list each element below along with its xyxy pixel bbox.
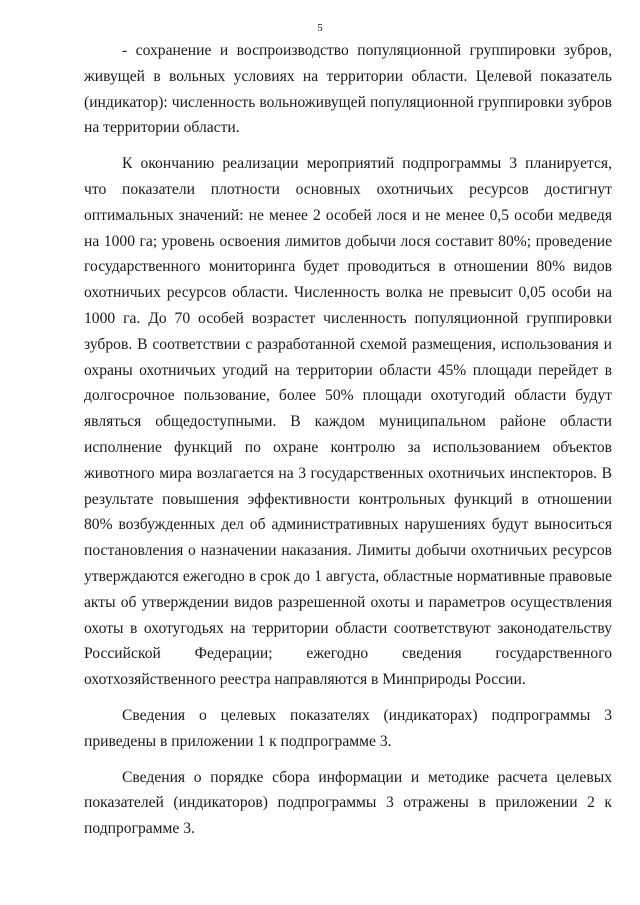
paragraph-methodology-reference: Сведения о порядке сбора информации и методике расчета целевых показателей (индикаторов) подпрограммы 3 отражены в приложении 2 к подпрограмме 3. <box>84 768 612 838</box>
paragraph-expected-results: К окончанию реализации мероприятий подпрограммы 3 планируется, что показатели плотности основных охотничьих ресурсов достигнут оптимальных значений: не менее 2 особей лося и не менее 0,5 особи медведя на 1000 га; уровень освоения лимитов добычи лося составит 80%; проведение государственного мониторинга будет проводиться в отношении 80% видов охотничьих ресурсов области. Численность волка не превысит 0,05 особи на 1000 га. До 70 особей возрастет численность популяционной группировки зубров. В соответствии с разработанной схемой размещения, использования и охраны охотничьих угодий на территории области 45% площади перейдет в долгосрочное пользование, более 50% площади охотугодий области будут являться общедоступными. В каждом муниципальном районе области исполнение функций по охране контролю за использованием объектов животного мира возлагается на 3 государственных охотничьих инспекторов. В результате повышения эффективности контрольных функций в отношении 80% возбужденных дел об административных нарушениях будут выноситься постановления о назначении наказания. Лимиты добычи охотничьих ресурсов утверждаются ежегодно в срок до 1 августа, областные нормативные правовые акты об утверждении видов разрешенной охоты и параметров осуществления охоты в охотугодьях на территории области соответствуют законодательству Российской Федерации; ежегодно сведения государственного охотхозяйственного реестра направляются в Минприроды России. <box>84 155 612 689</box>
paragraph-indicators-reference: Сведения о целевых показателях (индикаторах) подпрограммы 3 приведены в приложении 1 к подпрограмме 3. <box>84 706 612 750</box>
document-body <box>84 38 612 842</box>
paragraph-bison-conservation: - сохранение и воспроизводство популяционной группировки зубров, живущей в вольных условиях на территории области. Целевой показатель (индикатор): численность вольноживущей популяционной группировки зубров на территории области. <box>84 42 612 137</box>
page-number: 5 <box>317 22 323 34</box>
